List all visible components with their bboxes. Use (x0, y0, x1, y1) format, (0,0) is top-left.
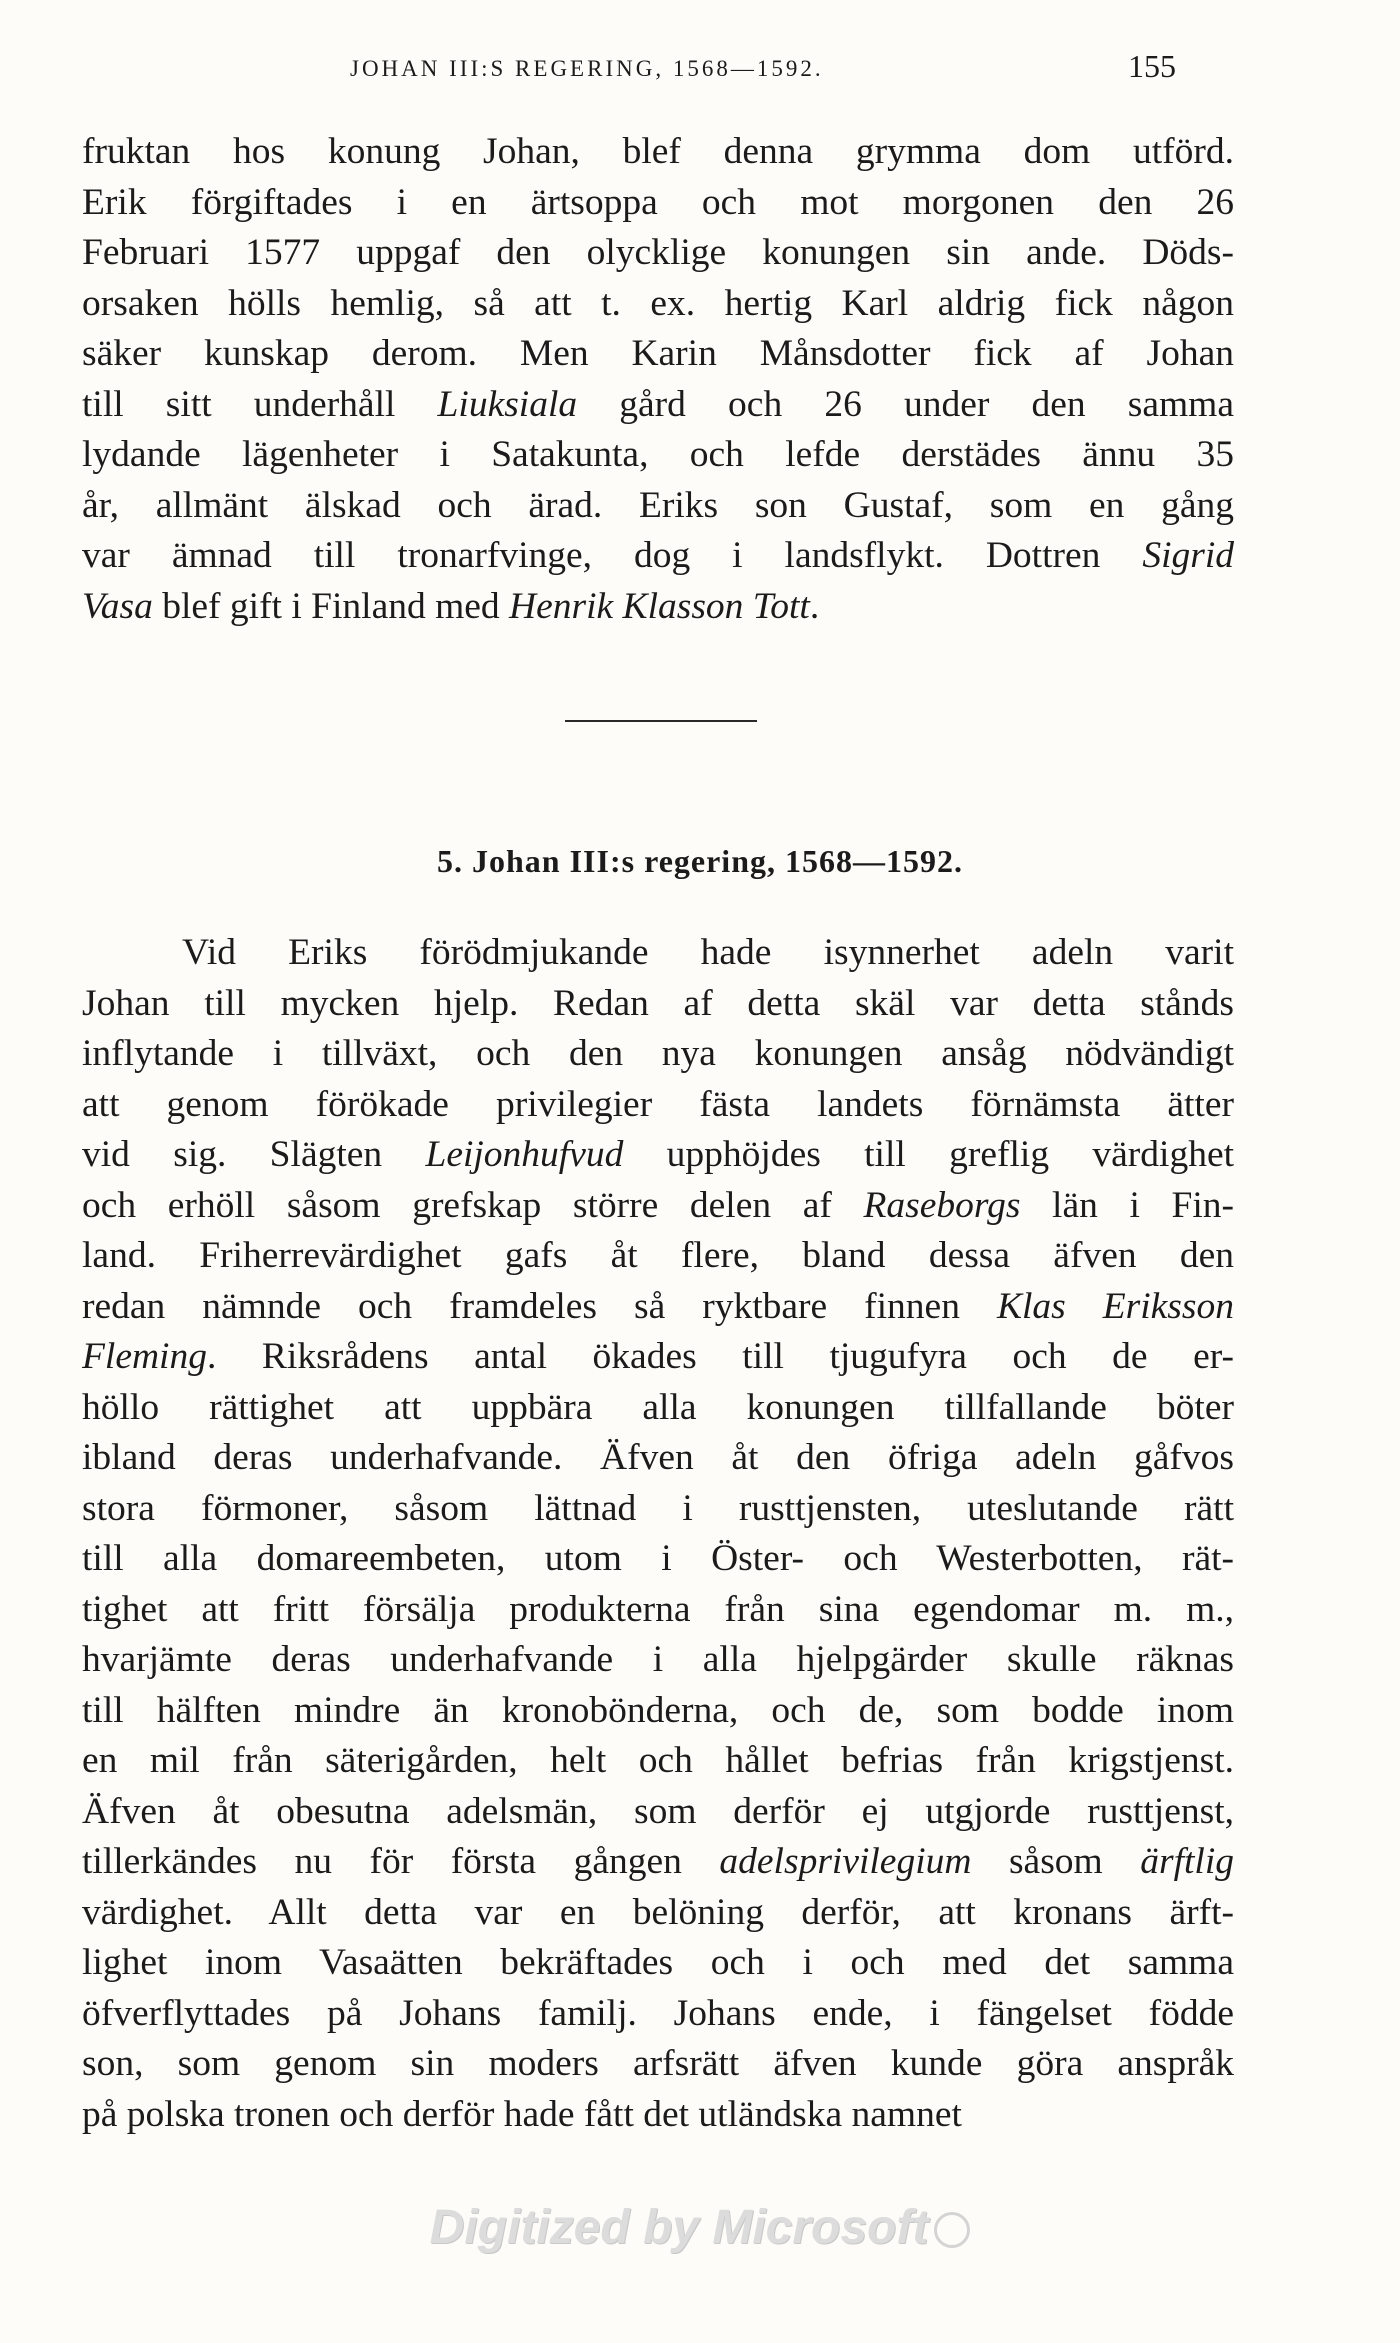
text-segment: år, allmänt älskad och ärad. Eriks son Gustaf, som en gång (82, 484, 1234, 526)
text-line (82, 380, 1234, 431)
paragraph-1 (82, 127, 1234, 632)
italic-name: Sigrid (1142, 535, 1234, 576)
text-segment: lydande lägenheter i Satakunta, och lefde derstädes ännu 35 (82, 434, 1234, 475)
text-line (82, 1585, 1234, 1636)
text-line (82, 1383, 1234, 1434)
text-segment: en mil från säterigården, helt och hållet befrias från krigstjenst. (82, 1740, 1234, 1781)
italic-name: Liuksiala (437, 383, 578, 425)
page-number: 155 (1128, 48, 1176, 84)
text-line (82, 1484, 1234, 1535)
text-segment: redan nämnde och framdeles så ryktbare finnen (82, 1285, 997, 1327)
text-segment: Erik förgiftades i en ärtsoppa och mot morgonen den 26 (82, 181, 1234, 223)
text-segment: land. Friherrevärdighet gafs åt flere, bland dessa äfven den (82, 1235, 1234, 1276)
text-line (82, 1787, 1234, 1838)
running-head: JOHAN III:S REGERING, 1568—1592. (350, 56, 824, 81)
paragraph-2 (82, 928, 1234, 2140)
text-segment: säker kunskap derom. Men Karin Månsdotter fick af Johan (82, 333, 1234, 374)
digitization-watermark (0, 2200, 1400, 2255)
text-segment: upphöjdes till greflig värdighet (623, 1134, 1234, 1175)
watermark-text: Digitized by Microsoft (429, 2201, 929, 2254)
text-segment: son, som genom sin moders arfsrätt äfven kunde göra anspråk (82, 2043, 1234, 2084)
text-segment: inflytande i tillväxt, och den nya konungen ansåg nödvändigt (82, 1033, 1234, 1074)
text-segment: såsom (971, 1841, 1141, 1882)
text-segment: värdighet. Allt detta var en belöning derför, att kronans ärft- (82, 1891, 1234, 1933)
text-segment: stora förmoner, såsom lättnad i rusttjensten, uteslutande rätt (82, 1487, 1234, 1529)
text-segment: var ämnad till tronarfvinge, dog i landsflykt. Dottren (82, 535, 1143, 576)
text-segment: på polska tronen och derför hade fått det utländska namnet (82, 2093, 962, 2135)
italic-name: Raseborgs (863, 1184, 1021, 1226)
text-segment: orsaken hölls hemlig, så att t. ex. hertig Karl aldrig fick någon (82, 282, 1234, 324)
italic-name: Leijonhufvud (425, 1134, 624, 1175)
text-line (82, 1231, 1234, 1282)
text-segment: öfverflyttades på Johans familj. Johans ende, i fängelset födde (82, 1992, 1234, 2034)
text-line (82, 1837, 1234, 1888)
section-divider (565, 720, 757, 722)
text-line (82, 1635, 1234, 1686)
text-line (82, 1130, 1234, 1181)
text-line (82, 1888, 1234, 1939)
text-line (82, 2039, 1234, 2090)
text-segment: fruktan hos konung Johan, blef denna grymma dom utförd. (82, 131, 1234, 172)
text-segment: blef gift i Finland med (152, 585, 510, 627)
text-segment: tillerkändes nu för första gången (82, 1841, 720, 1882)
text-segment: till sitt underhåll (82, 383, 438, 425)
section-heading: 5. Johan III:s regering, 1568—1592. (437, 843, 963, 879)
text-line (82, 1938, 1234, 1989)
text-line (82, 1080, 1234, 1131)
text-segment: gård och 26 under den samma (577, 383, 1234, 425)
text-line (82, 430, 1234, 481)
text-segment: . Riksrådens antal ökades till tjugufyra och de er- (206, 1336, 1234, 1377)
text-line (82, 228, 1234, 279)
italic-name: Henrik Klasson Tott (509, 585, 810, 627)
text-segment: till hälften mindre än kronobönderna, och de, som bodde inom (82, 1689, 1234, 1731)
text-line (82, 1989, 1234, 2040)
text-line (82, 531, 1234, 582)
text-line (82, 1282, 1234, 1333)
text-segment: ibland deras underhafvande. Äfven åt den öfriga adeln gåfvos (82, 1437, 1234, 1478)
text-segment: Vid Eriks förödmjukande hade isynnerhet adeln varit (182, 932, 1234, 973)
text-segment: Johan till mycken hjelp. Redan af detta skäl var detta stånds (82, 982, 1234, 1024)
text-line (82, 1686, 1234, 1737)
italic-name: ärftlig (1140, 1841, 1234, 1882)
text-line (82, 127, 1234, 178)
text-line (82, 178, 1234, 229)
text-line (82, 2090, 1234, 2141)
text-line (82, 329, 1234, 380)
text-line (82, 928, 1234, 979)
text-line (82, 279, 1234, 330)
text-segment: till alla domareembeten, utom i Öster- och Westerbotten, rät- (82, 1538, 1234, 1579)
text-segment: hvarjämte deras underhafvande i alla hjelpgärder skulle räknas (82, 1639, 1234, 1680)
text-segment: län i Fin- (1020, 1184, 1234, 1226)
text-line (82, 1029, 1234, 1080)
text-line (82, 1181, 1234, 1232)
text-segment: att genom förökade privilegier fästa landets förnämsta ätter (82, 1083, 1234, 1125)
text-segment: lighet inom Vasaätten bekräftades och i och med det samma (82, 1942, 1234, 1983)
italic-name: Klas Eriksson (996, 1285, 1234, 1327)
italic-name: adelsprivilegium (719, 1841, 972, 1882)
text-segment: . (809, 585, 820, 627)
text-segment: höllo rättighet att uppbära alla konungen tillfallande böter (82, 1386, 1234, 1428)
text-line (82, 1433, 1234, 1484)
italic-name: Vasa (82, 585, 153, 627)
text-line (82, 979, 1234, 1030)
text-segment: tighet att fritt försälja produkterna från sina egendomar m. m., (82, 1588, 1234, 1630)
text-line (82, 1332, 1234, 1383)
microsoft-logo-icon (934, 2212, 970, 2248)
text-line (82, 481, 1234, 532)
text-line (82, 1736, 1234, 1787)
text-segment: Äfven åt obesutna adelsmän, som derför ej utgjorde rusttjenst, (82, 1790, 1234, 1832)
text-segment: Februari 1577 uppgaf den olycklige konungen sin ande. Döds- (82, 232, 1234, 273)
text-segment: och erhöll såsom grefskap större delen af (82, 1184, 864, 1226)
text-line (82, 1534, 1234, 1585)
text-segment: vid sig. Slägten (82, 1134, 426, 1175)
italic-name: Fleming (82, 1336, 207, 1377)
text-line (82, 582, 1234, 633)
